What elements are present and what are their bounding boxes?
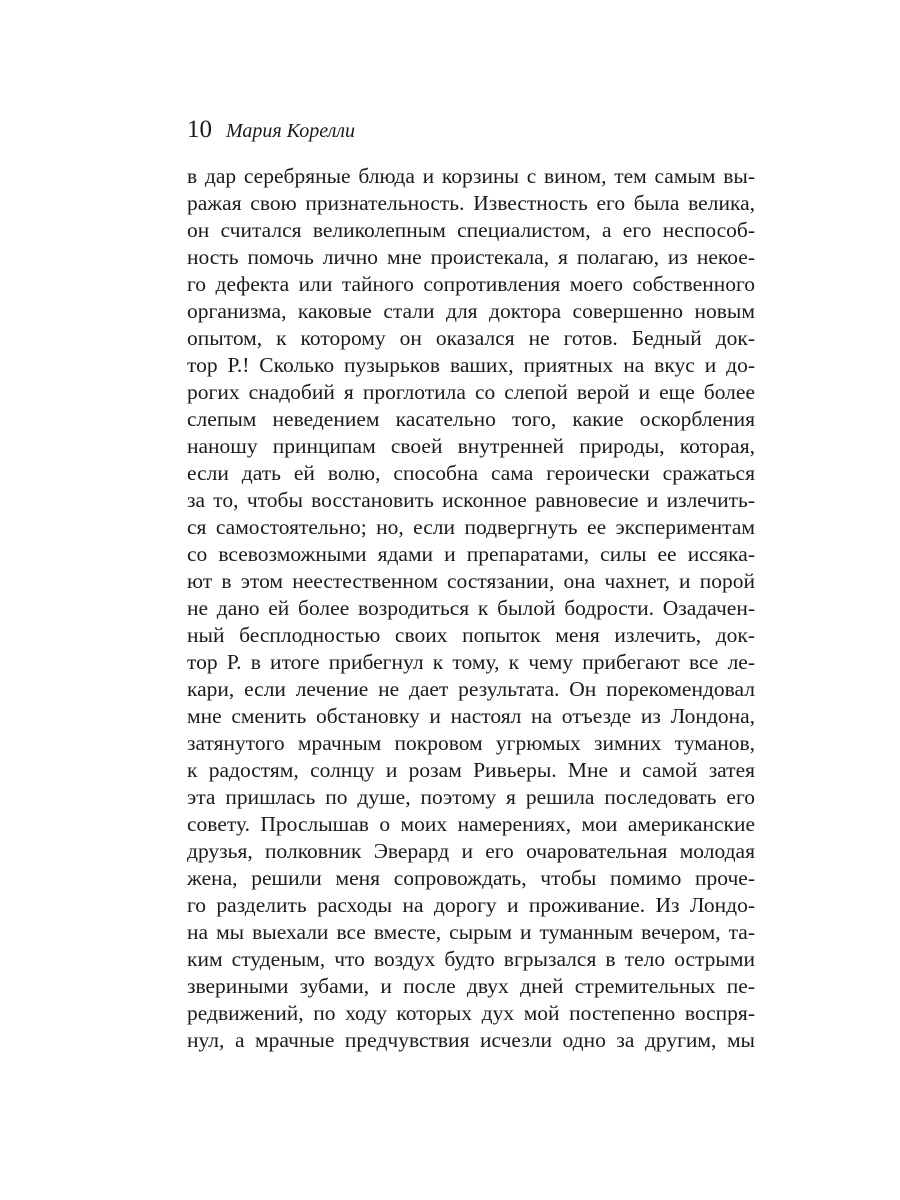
text-line: ность помочь лично мне проистекала, я полагаю, из некое- — [187, 245, 755, 269]
text-line: если дать ей волю, способна сама героически сражаться — [187, 461, 755, 485]
text-line: со всевозможными ядами и препаратами, силы ее иссяка- — [187, 542, 755, 566]
text-line: не дано ей более возродиться к былой бодрости. Озадачен- — [187, 596, 755, 620]
text-line: звериными зубами, и после двух дней стремительных пе- — [187, 974, 755, 998]
text-line: опытом, к которому он оказался не готов. Бедный док- — [187, 326, 755, 350]
text-line: за то, чтобы восстановить исконное равновесие и излечить- — [187, 488, 755, 512]
text-line: наношу принципам своей внутренней природы, которая, — [187, 434, 755, 458]
text-line: го разделить расходы на дорогу и проживание. Из Лондо- — [187, 893, 755, 917]
text-line: тор Р.! Сколько пузырьков ваших, приятных на вкус и до- — [187, 353, 755, 377]
text-line: друзья, полковник Эверард и его очаровательная молодая — [187, 839, 755, 863]
text-line: он считался великолепным специалистом, а его неспособ- — [187, 218, 755, 242]
text-line: мне сменить обстановку и настоял на отъезде из Лондона, — [187, 704, 755, 728]
text-line: в дар серебряные блюда и корзины с вином, тем самым вы- — [187, 164, 755, 188]
text-line: эта пришлась по душе, поэтому я решила последовать его — [187, 785, 755, 809]
text-line: ют в этом неестественном состязании, она чахнет, и порой — [187, 569, 755, 593]
page-number: 10 — [187, 116, 212, 143]
text-line: совету. Прослышав о моих намерениях, мои американские — [187, 812, 755, 836]
text-line: ражая свою признательность. Известность его была велика, — [187, 191, 755, 215]
text-line: слепым неведением касательно того, какие оскорбления — [187, 407, 755, 431]
text-line: на мы выехали все вместе, сырым и туманным вечером, та- — [187, 920, 755, 944]
running-head — [187, 112, 355, 148]
text-line: жена, решили меня сопровождать, чтобы помимо проче- — [187, 866, 755, 890]
text-line: кари, если лечение не дает результата. Он порекомендовал — [187, 677, 755, 701]
text-line: редвижений, по ходу которых дух мой постепенно воспря- — [187, 1001, 755, 1025]
text-line: ким студеным, что воздух будто вгрызался в тело острыми — [187, 947, 755, 971]
text-line: организма, каковые стали для доктора совершенно новым — [187, 299, 755, 323]
text-line: ный бесплодностью своих попыток меня излечить, док- — [187, 623, 755, 647]
text-line: рогих снадобий я проглотила со слепой верой и еще более — [187, 380, 755, 404]
text-line: затянутого мрачным покровом угрюмых зимних туманов, — [187, 731, 755, 755]
text-line: тор Р. в итоге прибегнул к тому, к чему прибегают все ле- — [187, 650, 755, 674]
author-name: Мария Корелли — [226, 120, 356, 142]
text-line: ся самостоятельно; но, если подвергнуть ее экспериментам — [187, 515, 755, 539]
text-line: к радостям, солнцу и розам Ривьеры. Мне и самой затея — [187, 758, 755, 782]
body-text — [187, 163, 755, 1054]
text-line: нул, а мрачные предчувствия исчезли одно за другим, мы — [187, 1028, 755, 1052]
text-line: го дефекта или тайного сопротивления моего собственного — [187, 272, 755, 296]
